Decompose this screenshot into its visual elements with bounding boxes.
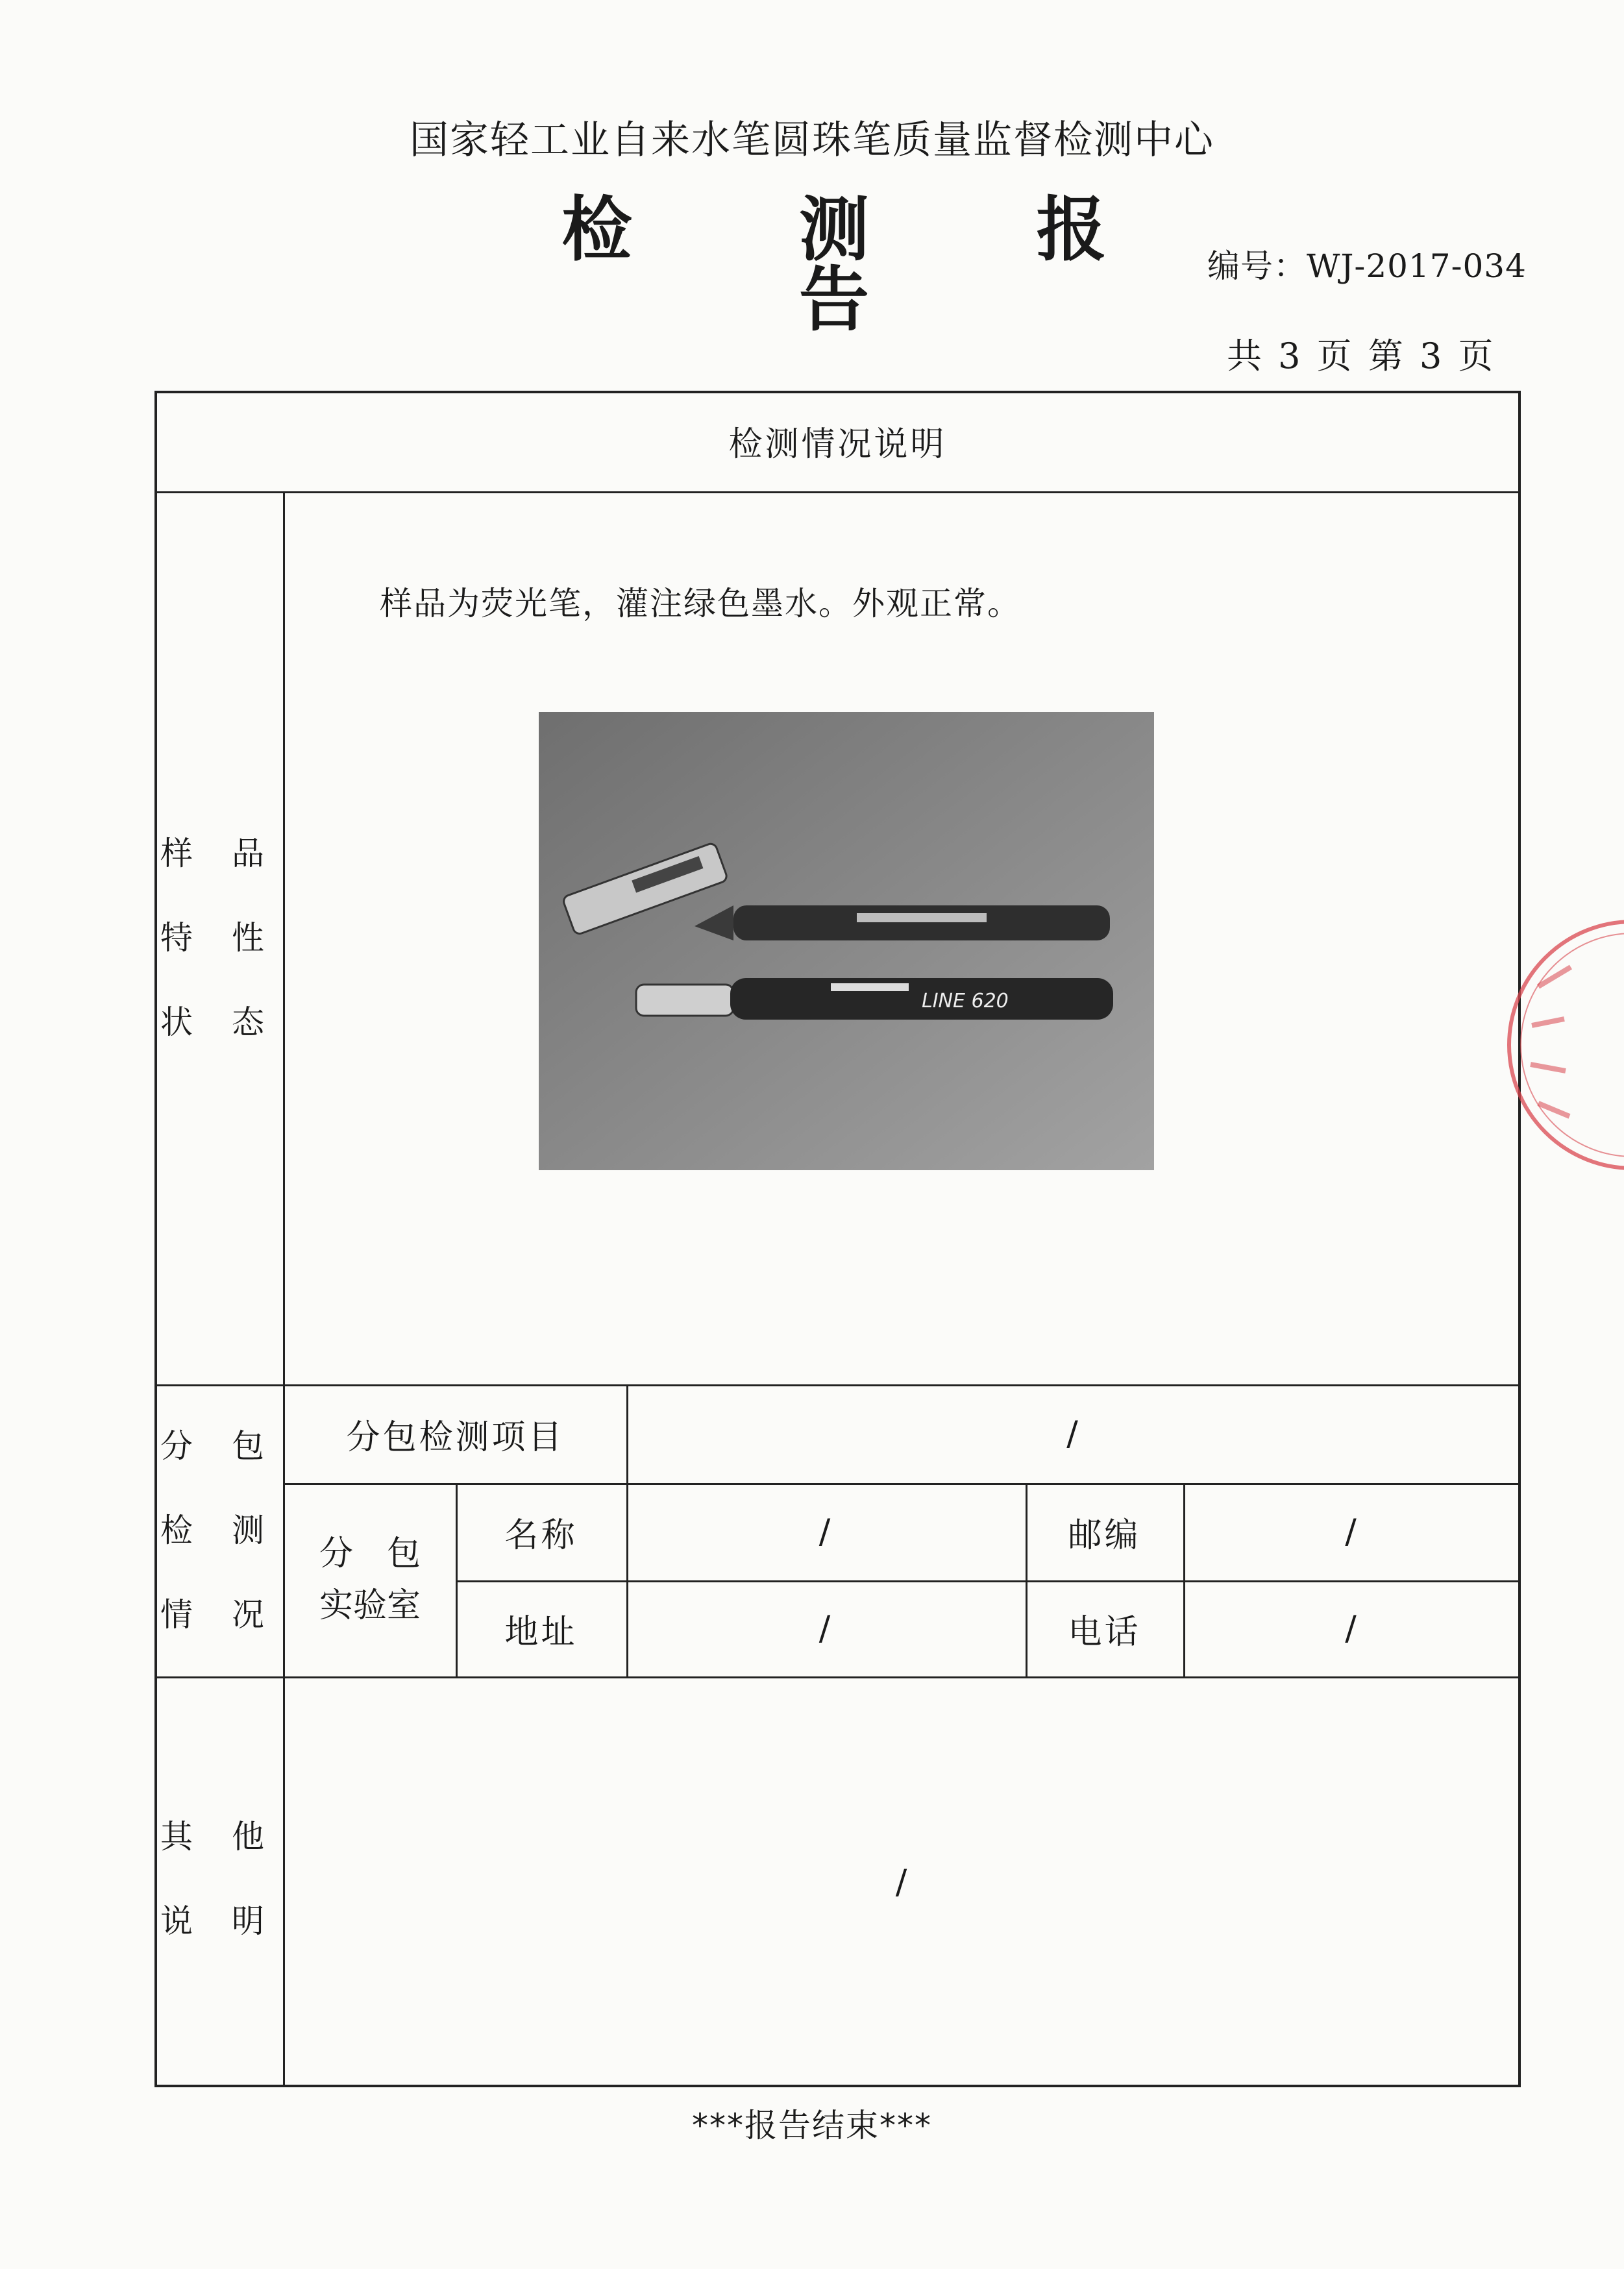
organization-name: 国家轻工业自来水笔圆珠笔质量监督检测中心: [410, 117, 1214, 163]
subcontract-lab-label: [284, 1483, 456, 1676]
other-label-line: 其 他: [160, 1818, 278, 1856]
report-number: 编号：WJ-2017-034: [1207, 247, 1527, 285]
other-label-line: 说 明: [160, 1902, 278, 1940]
report-title: 检 测 报 告: [561, 189, 1178, 341]
address-value: /: [818, 1609, 833, 1648]
subcontract-label-line: 检 测: [160, 1512, 278, 1549]
sample-label-line: 状 态: [160, 1003, 278, 1041]
seal-icon: [1493, 909, 1624, 1181]
phone-label: 电话: [1068, 1612, 1141, 1652]
pen-image: [539, 712, 1154, 1170]
official-seal: [1493, 909, 1624, 1181]
sample-photo: [539, 712, 1154, 1170]
sample-label-line: 样 品: [160, 835, 278, 872]
pen-brand-text: LINE 620: [922, 990, 1009, 1012]
postcode-value: /: [1345, 1512, 1359, 1551]
subcontract-label-line: 分 包: [160, 1427, 278, 1465]
name-label: 名称: [504, 1515, 578, 1555]
other-label: [158, 1795, 281, 1963]
subcontract-label: [158, 1404, 281, 1657]
page-info: 共 3 页 第 3 页: [1227, 336, 1496, 376]
address-label: 地址: [504, 1612, 578, 1652]
sample-label: [158, 811, 281, 1064]
table-rule: [154, 491, 1521, 493]
phone-value: /: [1345, 1609, 1359, 1648]
sample-label-line: 特 性: [160, 919, 278, 957]
sample-description: 样品为荧光笔，灌注绿色墨水。外观正常。: [380, 585, 1021, 622]
postcode-label: 邮编: [1068, 1515, 1141, 1555]
subcontract-label-line: 情 况: [160, 1596, 278, 1634]
other-value: /: [895, 1862, 910, 1902]
lab-label-line: 分 包: [319, 1534, 421, 1573]
name-value: /: [818, 1512, 833, 1551]
subcontract-item-value: /: [1066, 1414, 1081, 1453]
table-heading: 检测情况说明: [728, 425, 947, 464]
report-end: ***报告结束***: [692, 2107, 932, 2144]
subcontract-item-label: 分包检测项目: [346, 1417, 565, 1457]
lab-label-line: 实验室: [319, 1586, 421, 1625]
